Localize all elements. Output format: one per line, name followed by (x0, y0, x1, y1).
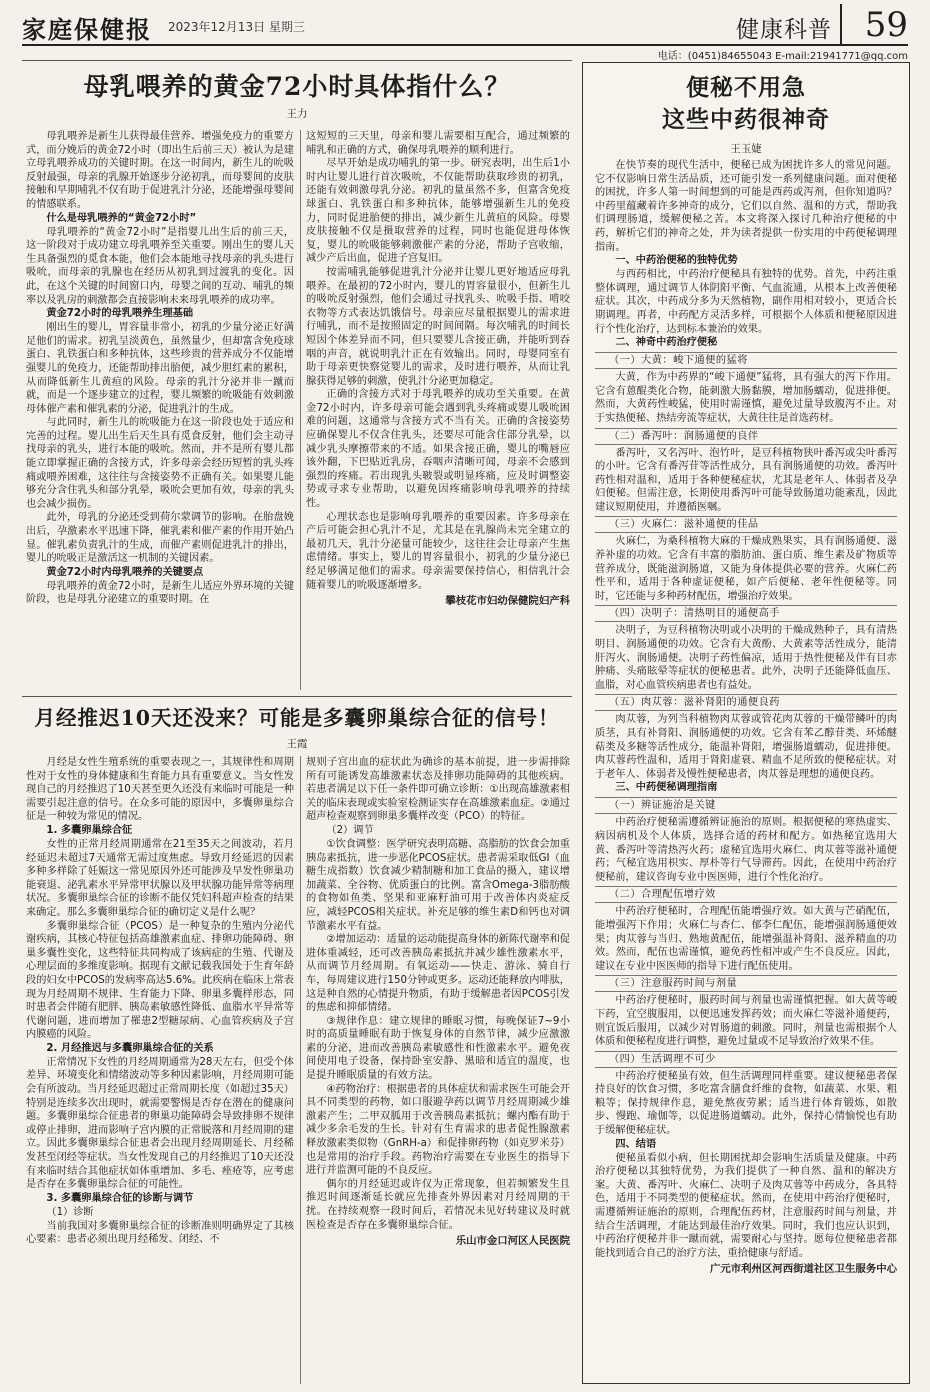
paragraph: 火麻仁，为桑科植物大麻的干燥成熟果实，具有润肠通便、滋养补虚的功效。它含有丰富的脂肪油、蛋白质、维生素及矿物质等营养成分，既能滋润肠道，又能为身体提供必要的营养。火麻仁药性平和，适用于各种虚证便秘，如产后便秘、老年性便秘等。同时，它还能与多种药材配伍，增强治疗效果。 (595, 536, 897, 602)
herb-heading: （一）大黄：峻下通便的猛将 (595, 352, 897, 369)
paragraph: 心理状态也是影响母乳喂养的重要因素。许多母亲在产后可能会担心乳汁不足，尤其是在乳腺尚未完全建立的最初几天，乳汁分泌量可能较少，这往往会让母亲产生焦虑情绪。事实上，婴儿的胃容量很小，初乳的少量分泌已经足够满足他们的需求。母亲需要保持信心，相信乳汁会随着婴儿的吮吸逐渐增多。 (306, 511, 570, 591)
paragraph: 与西药相比，中药治疗便秘具有独特的优势。首先，中药注重整体调理，通过调节人体阴阳平衡、气血流通，从根本上改善便秘症状。其次，中药成分多为天然植物，副作用相对较小，更适合长期调理。再者，中药配方灵活多样，可根据个人体质和便秘原因进行个性化治疗，达到标本兼治的效果。 (595, 269, 897, 335)
top-divider (22, 60, 572, 61)
herb-heading: （一）辨证施治是关键 (595, 797, 897, 814)
article-source: 乐山市金口河区人民医院 (455, 1235, 570, 1248)
paragraph: ④药物治疗：根据患者的具体症状和需求医生可能会开具不同类型的药物，如口服避孕药以调节月经周期减少雄激素产生；二甲双胍用于改善胰岛素抵抗；螺内酯有助于减少多余毛发的生长。针对有生育需求的患者促性腺激素释放激素类似物（GnRH-a）和促排卵药物（如克罗米芬）也是常用的治疗手段。药物治疗需要在专业医生的指导下进行并监测可能的不良反应。 (306, 1083, 570, 1177)
paragraph: ③规律作息：建立规律的睡眠习惯，每晚保证7~9小时的高质量睡眠有助于恢复身体的自然节律，减少应激激素的分泌，进而改善胰岛素敏感性和性激素水平。避免夜间使用电子设备，保持卧室安静、黑暗和适宜的温度，也是提升睡眠质量的有效方法。 (306, 1015, 570, 1082)
paragraph: ②增加运动：适量的运动能提高身体的新陈代谢率和促进体重减轻，还可改善胰岛素抵抗并减少雄性激素水平，从而调节月经周期。有氧运动——快走、游泳、骑自行车，每周建议进行150分钟或更多。运动还能释放内啡肽，这是种自然的心情提升物质，有助于缓解患者因PCOS引发的焦虑和抑郁情绪。 (306, 934, 570, 1014)
article-divider (22, 696, 572, 697)
herb-heading: （三）火麻仁：滋补通便的佳品 (595, 516, 897, 533)
paragraph: 当前我国对多囊卵巢综合征的诊断准则明确界定了其核心要素：患者必须出现月经稀发、闭经、不 (26, 1220, 294, 1246)
article-body (22, 130, 572, 690)
herb-heading: （四）决明子：清热明目的通便高手 (595, 605, 897, 622)
article-pcos (22, 702, 572, 1384)
paragraph: 这短短的三天里，母亲和婴儿需要相互配合，通过频繁的哺乳和正确的方式，确保母乳喂养的顺利进行。 (306, 131, 570, 156)
article-body (22, 756, 572, 1384)
paragraph: 正常情况下女性的月经周期通常为28天左右，但受个体差异、环境变化和情绪波动等多种因素影响，月经周期可能会有所波动。当月经延迟超过正常周期长度（如超过35天）特别是连续多次出现时，就需要警惕是否存在潜在的健康问题。多囊卵巢综合征患者的卵巢功能障碍会导致排卵不规律或停止排卵，进而影响子宫内膜的正常脱落和月经周期的建立。因此多囊卵巢综合征患者会出现月经周期延长、月经稀发甚至闭经等症状。当女性发现自己的月经推迟了10天还没有来临时结合其他症状如体重增加、多毛、痤疮等，应考虑是否存在多囊卵巢综合征的可能性。 (26, 1056, 294, 1191)
section-title: 健康科普 (736, 17, 832, 43)
paragraph: 便秘虽看似小病，但长期困扰却会影响生活质量及健康。中药治疗便秘以其独特优势，为我们提供了一种自然、温和的解决方案。大黄、番泻叶、火麻仁、决明子及肉苁蓉等中药成分，各具特色，适用于不同类型的便秘症状。然而，在使用中药治疗便秘时，需遵循辨证施治的原则，合理配伍药材，注意服药时间与剂量，并结合生活调理，才能达到最佳治疗效果。同时，我们也应认识到，中药治疗便秘并非一蹴而就，需要耐心与坚持。愿每位便秘患者都能找到适合自己的治疗方法，重拾健康与舒适。 (595, 1152, 897, 1259)
section-heading: 2. 月经推迟与多囊卵巢综合征的关系 (46, 1042, 214, 1054)
article-source: 广元市利州区河西街道社区卫生服务中心 (709, 1263, 897, 1276)
article-breastfeeding (22, 70, 572, 690)
paragraph: 决明子，为豆科植物决明或小决明的干燥成熟种子，具有清热明目、润肠通便的功效。它含有大黄酚、大黄素等活性成分，能清肝泻火、润肠通便。决明子药性偏凉，适用于热性便秘及伴有目赤肿痛、头痛眩晕等症状的便秘患者。此外，决明子还能降低血压、血脂，对心血管疾病患者也有益处。 (595, 625, 897, 691)
section-heading: 黄金72小时内母乳喂养的关键要点 (46, 566, 204, 578)
subsection-heading: （2）调节 (326, 824, 374, 836)
page-number: 59 (840, 4, 908, 46)
section-heading: 二、神奇中药治疗便秘 (615, 337, 718, 349)
article-title: 月经推迟10天还没来？可能是多囊卵巢综合征的信号！ (34, 706, 560, 730)
paragraph: 正确的含接方式对于母乳喂养的成功至关重要。在黄金72小时内，许多母亲可能会遇到乳头疼痛或婴儿吸吮困难的问题，这通常与含接方式不当有关。正确的含接姿势应确保婴儿不仅含住乳头，还要尽可能含住部分乳晕，以减少乳头摩擦带来的不适。如果含接正确，婴儿的嘴唇应该外翻，下巴贴近乳房，吞咽声清晰可闻，母亲不会感到强烈的疼痛。若出现乳头皲裂或明显疼痛，应及时调整姿势或寻求专业帮助，以避免因疼痛影响母乳喂养的持续性。 (306, 389, 570, 510)
article-title: 母乳喂养的黄金72小时具体指什么？ (83, 72, 511, 101)
article-constipation (582, 62, 910, 1384)
herb-heading: （三）注意服药时间与剂量 (595, 975, 897, 992)
column-divider (300, 756, 301, 1384)
paragraph: 偶尔的月经延迟或许仅为正常现象，但若频繁发生且推迟时间逐渐延长就应先排查外界因素对月经周期的干扰。在持续观察一段时间后，若情况未见好转建议及时就医检查是否存在多囊卵巢综合征。 (306, 1178, 570, 1231)
paragraph: 按需哺乳能够促进乳汁分泌并让婴儿更好地适应母乳喂养。在最初的72小时内，婴儿的胃容量很小，但新生儿的吸吮反射强烈，他们会通过寻找乳头、吮吸手指、啃咬衣物等方式表达饥饿信号。母亲应尽量根据婴儿的需求进行哺乳，而不是按照固定的时间间隔。每次哺乳的时间长短因个体差异而不同，但只要婴儿含接正确，并能听到吞咽的声音，就说明乳汁正在有效输出。同时，母婴同室有助于母亲更快察觉婴儿的需求，及时进行喂养，从而让乳腺获得足够的刺激，使乳汁分泌更加稳定。 (306, 266, 570, 387)
herb-heading: （二）合理配伍增疗效 (595, 886, 897, 903)
paragraph: 多囊卵巢综合征（PCOS）是一种复杂的生殖内分泌代谢疾病，其核心特征包括高雄激素血症、排卵功能障碍、卵巢多囊性变化，这些特征共同构成了该病症的生殖、代谢及心理层面的多维度影响。据现有文献记载我国处于生育年龄段的妇女中PCOS的发病率高达5.6%。此疾病在临床上常表现为月经周期不规律、生育能力下降、卵巢多囊样形态，同时患者会伴随有肥胖、胰岛素敏感性降低、血脂水平异常等代谢问题，进而增加了罹患2型糖尿病、心血管疾病及子宫内膜癌的风险。 (26, 920, 294, 1041)
paragraph: 月经是女性生殖系统的重要表现之一，其规律性和周期性对于女性的身体健康和生育能力具有重要意义。当女性发现自己的月经推迟了10天甚至更久还没有来临时可能是一种需要引起注意的信号。在众多可能的原因中，多囊卵巢综合征是一种较为常见的情况。 (26, 757, 294, 823)
masthead (22, 5, 908, 46)
herb-heading: （五）肉苁蓉：滋补肾阳的通便良药 (595, 694, 897, 711)
section-heading: 什么是母乳喂养的“黄金72小时” (46, 212, 197, 224)
paragraph: 刚出生的婴儿，胃容量非常小，初乳的少量分泌正好满足他们的需求。初乳呈淡黄色，虽然量少，但却富含免疫球蛋白、乳铁蛋白和多种抗体，这些珍贵的营养成分不仅能增强婴儿的免疫力，还能帮助排出胎便，减少胆红素的累积，从而降低新生儿黄疸的风险。母亲的乳汁分泌并非一蹴而就，而是一个逐步建立的过程，婴儿频繁的吮吸能有效刺激母体催产素和催乳素的分泌，促进乳汁的生成。 (26, 322, 294, 415)
herb-heading: （四）生活调理不可少 (595, 1051, 897, 1068)
paragraph: 此外，母乳的分泌还受到荷尔蒙调节的影响。在胎盘娩出后，孕激素水平迅速下降，催乳素和催产素的作用开始凸显。催乳素负责乳汁的生成，而催产素则促进乳汁的排出，婴儿的吮吸正是激活这一机制的关键因素。 (26, 512, 294, 565)
article-source: 攀枝花市妇幼保健院妇产科 (445, 595, 570, 608)
article-body (595, 159, 897, 1381)
paragraph: 母乳喂养是新生儿获得最佳营养、增强免疫力的重要方式，而分娩后的黄金72小时（即出生后前三天）被认为是建立母乳喂养成功的关键时期。在这一时间内，新生儿的吮吸反射最强，母亲的乳腺开始逐步分泌初乳，而母婴间的皮肤接触和早期哺乳不仅有助于促进乳汁分泌，还能增强母婴间的情感联系。 (26, 131, 294, 210)
paragraph: 规则子宫出血的症状此为确诊的基本前提，进一步需排除所有可能诱发高雄激素状态及排卵功能障碍的其他疾病。若患者满足以下任一条件即可确立诊断：①出现高雄激素相关的临床表现或实验室检测证实存在高雄激素血症。②通过超声检查观察到卵巢多囊样改变（PCO）的特征。 (306, 757, 570, 823)
paragraph: 中药治疗便秘需遵循辨证施治的原则。根据便秘的寒热虚实、病因病机及个人体质，选择合适的药材和配方。如热秘宜选用大黄、番泻叶等清热泻火药；虚秘宜选用火麻仁、肉苁蓉等滋补通便药；气秘宜选用枳实、厚朴等行气导滞药。因此，在使用中药治疗便秘前，建议咨询专业中医医师，进行个性化治疗。 (595, 817, 897, 883)
article-title-line-2: 这些中药很神奇 (662, 106, 830, 133)
article-column-right (306, 130, 570, 690)
section-heading: 三、中药便秘调理指南 (615, 782, 718, 794)
paragraph: 中药治疗便秘时，合理配伍能增强疗效。如大黄与芒硝配伍，能增强泻下作用；火麻仁与杏仁、郁李仁配伍，能增强润肠通便效果；肉苁蓉与当归、熟地黄配伍，能增强温补肾阳、滋养精血的功效。然而，配伍也需谨慎，避免药性相冲或产生不良反应。因此，建议在专业中医医师的指导下进行配伍使用。 (595, 906, 897, 972)
paragraph: 尽早开始是成功哺乳的第一步。研究表明，出生后1小时内让婴儿进行首次吸吮，不仅能帮助获取珍贵的初乳，还能有效刺激母乳分泌。初乳的量虽然不多，但富含免疫球蛋白、乳铁蛋白和多种抗体，能够增强新生儿的免疫力，同时促进胎便的排出，减少新生儿黄疸的风险。母婴皮肤接触不仅是摄取营养的过程，同时也能促进母体恢复，婴儿的吮吸能够刺激催产素的分泌，帮助子宫收缩，减少产后出血，促进子宫复旧。 (306, 158, 570, 265)
herb-heading: （二）番泻叶：润肠通便的良伴 (595, 428, 897, 445)
contact-line: 电话：(0451)84655043 E-mail:21941771@qq.com (657, 51, 908, 62)
subsection-heading: （1）诊断 (46, 1206, 94, 1218)
paragraph: 番泻叶，又名泻叶、泡竹叶，是豆科植物狭叶番泻或尖叶番泻的小叶。它含有番泻苷等活性成分，具有润肠通便的功效。番泻叶药性相对温和，适用于各种便秘症状，尤其是老年人、体弱者及孕妇便秘。但需注意，长期使用番泻叶可能导致肠道功能紊乱，因此建议短期使用，并遵循医嘱。 (595, 447, 897, 513)
paragraph: 中药治疗便秘时，服药时间与剂量也需谨慎把握。如大黄等峻下药，宜空腹服用，以便迅速发挥药效；而火麻仁等滋补通便药，则宜饭后服用，以减少对胃肠道的刺激。同时，剂量也需根据个人体质和便秘程度进行调整，避免过量或不足导致治疗效果不佳。 (595, 995, 897, 1048)
section-heading: 四、结语 (615, 1138, 657, 1150)
paragraph: 中药治疗便秘虽有效，但生活调理同样重要。建议便秘患者保持良好的饮食习惯，多吃富含膳食纤维的食物，如蔬菜、水果、粗粮等；保持规律作息，避免熬夜劳累；适当进行体育锻炼，如散步、慢跑、瑜伽等，以促进肠道蠕动。此外，保持心情愉悦也有助于缓解便秘症状。 (595, 1070, 897, 1137)
newspaper-brand: 家庭保健报 (22, 15, 152, 44)
paragraph: ①饮食调整：医学研究表明高糖、高脂肪的饮食会加重胰岛素抵抗，进一步恶化PCOS症状。患者需采取低GI（血糖生成指数）饮食减少精制糖和加工食品的摄入，建议增加蔬菜、全谷物、优质蛋白的比例。富含Omega-3脂肪酸的食物如鱼类、坚果和亚麻籽油可用于改善体内炎症反应，减轻PCOS相关症状。补充足够的维生素D和钙也对调节激素水平有益。 (306, 838, 570, 932)
article-author: 王力 (286, 108, 308, 120)
article-author: 王霞 (286, 738, 308, 750)
paragraph: 在快节奏的现代生活中，便秘已成为困扰许多人的常见问题。它不仅影响日常生活品质，还可能引发一系列健康问题。面对便秘的困扰，许多人第一时间想到的可能是西药或泻剂，但你知道吗？中药里蕴藏着许多神奇的成分，它们以自然、温和的方式，帮助我们调理肠道，缓解便秘之苦。本文将深入探讨几种治疗便秘的中药，解析它们的神奇之处，并为读者提供一份实用的中药便秘调理指南。 (595, 160, 897, 253)
paragraph: 与此同时，新生儿的吮吸能力在这一阶段也处于适应和完善的过程。婴儿出生后天生具有觅食反射，他们会主动寻找母亲的乳头，进行本能的吸吮。然而，并不是所有婴儿都能立即掌握正确的含接方式，许多母亲会经历短暂的乳头疼痛或喂养困难，这往往与含接姿势不正确有关。如果婴儿能够充分含住乳头和部分乳晕，吸吮会更加有效，母亲的乳头也会减少损伤。 (26, 417, 294, 510)
article-author: 王玉婕 (730, 143, 762, 155)
section-heading: 1. 多囊卵巢综合征 (46, 824, 133, 836)
paragraph: 母乳喂养的“黄金72小时”是指婴儿出生后的前三天，这一阶段对于成功建立母乳喂养至关重要。刚出生的婴儿天生具备强烈的觅食本能，他们会本能地寻找母亲的乳头进行吸吮，而母亲的乳腺也在经历从初乳到过渡乳的变化。因此，在这个关键的时间窗口内，母婴之间的互动、哺乳的频率以及乳房的刺激都会直接影响未来母乳喂养的成功率。 (26, 226, 294, 306)
article-title-line-1: 便秘不用急 (686, 74, 806, 101)
issue-date: 2023年12月13日 星期三 (168, 20, 305, 34)
section-heading: 一、中药治便秘的独特优势 (615, 255, 738, 267)
paragraph: 母乳喂养的黄金72小时，是新生儿适应外界环境的关键阶段，也是母乳分泌建立的重要时期。在 (26, 580, 294, 606)
section-heading: 3. 多囊卵巢综合征的诊断与调节 (46, 1192, 194, 1204)
column-divider (300, 130, 301, 690)
paragraph: 大黄，作为中药界的“峻下通便”猛将，具有强大的泻下作用。它含有蒽醌类化合物，能刺激大肠黏膜，增加肠蠕动，促进排便。然而，大黄药性峻猛，使用时需谨慎，避免过量导致腹泻不止。对于实热便秘、热结旁流等症状，大黄往往是首选药材。 (595, 372, 897, 424)
article-column-right (306, 756, 570, 1384)
section-heading: 黄金72小时的母乳喂养生理基础 (46, 308, 194, 320)
article-column-left (26, 756, 294, 1384)
paragraph: 女性的正常月经周期通常在21至35天之间波动，若月经延迟未超过7天通常无需过度焦虑。导致月经延迟的因素多种多样除了妊娠这一常见原因外还可能涉及早发性卵巢功能衰退、泌乳素水平异常甲状腺以及甲状腺功能异常等病理状况。多囊卵巢综合征的诊断不能仅凭妇科超声检查的结果来确定。那么多囊卵巢综合征的确切定义是什么呢？ (26, 838, 294, 918)
paragraph: 肉苁蓉，为列当科植物肉苁蓉或管花肉苁蓉的干燥带鳞叶的肉质茎，具有补肾阳、润肠通便的功效。它含有苯乙醇苷类、环烯醚萜类及多糖等活性成分，能温补肾阳，增强肠道蠕动，促进排便。肉苁蓉药性温和，适用于肾阳虚衰、精血不足所致的便秘症状。对于老年人、体弱者及慢性便秘患者，肉苁蓉是理想的通便良药。 (595, 714, 897, 780)
article-column-left (26, 130, 294, 690)
